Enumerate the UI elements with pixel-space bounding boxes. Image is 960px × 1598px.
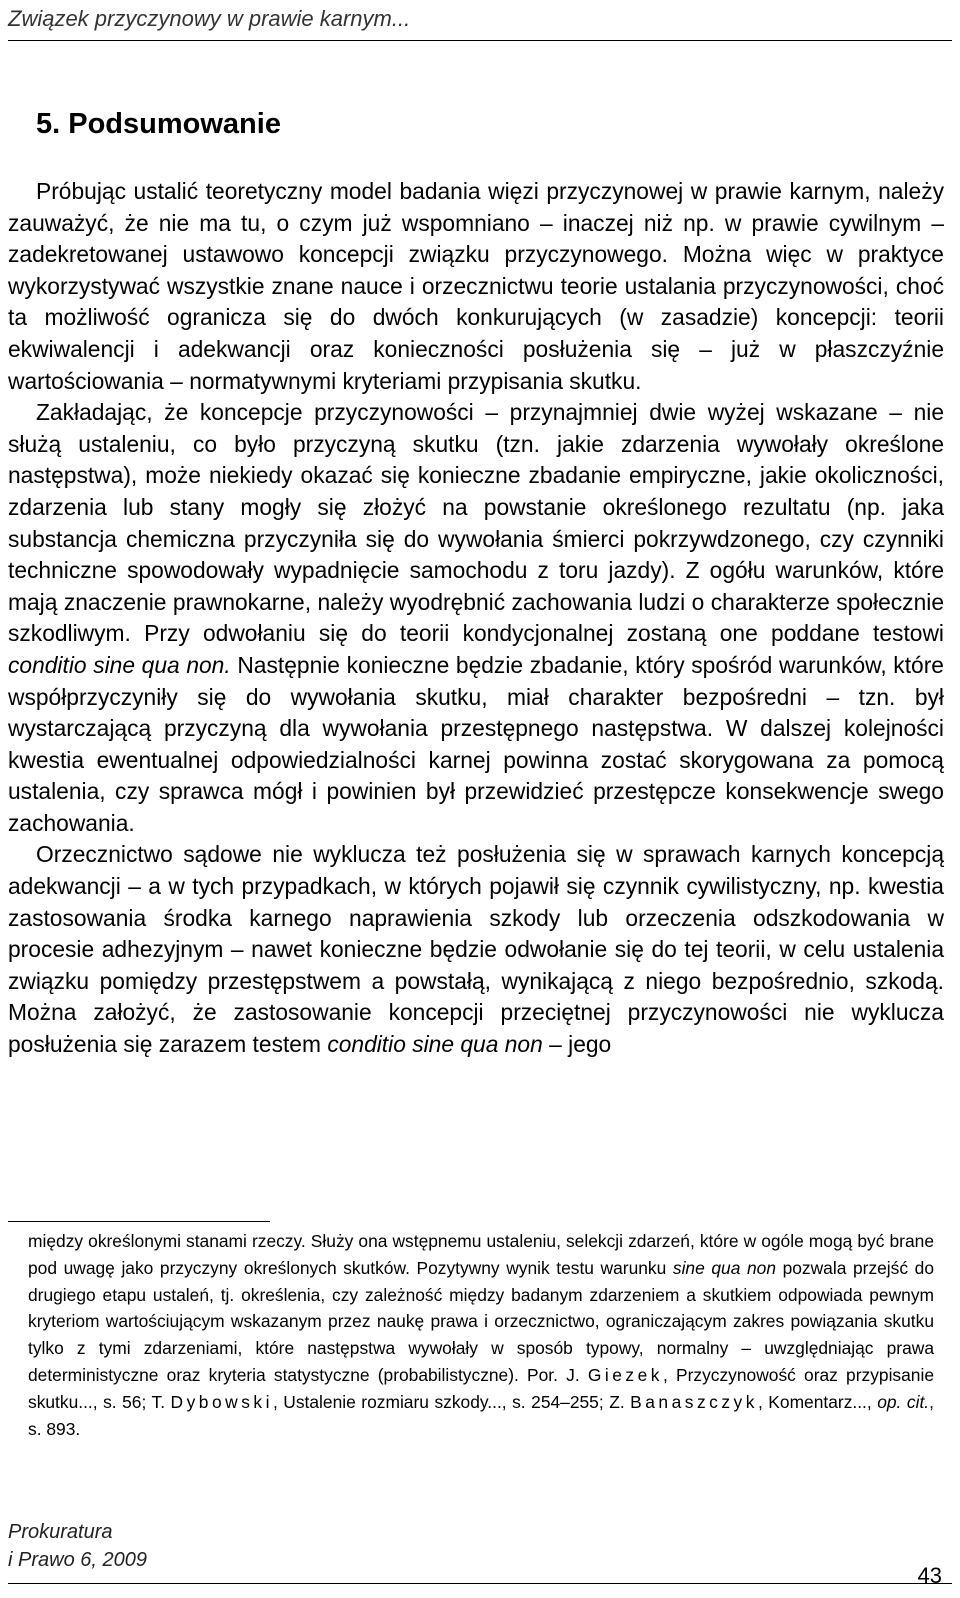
page-number: 43: [917, 1563, 942, 1588]
journal-issue: i Prawo 6, 2009: [8, 1549, 147, 1571]
footnote-text: pozwala przejść do drugiego etapu ustaleń, tj. określenia, czy zależność między badanym zdarzeniem a skutkiem odpowiada pewnym kryteriom wartościującym wskazanym przez naukę prawa i orzecznictwo, ograniczającym zakres powiązania skutku tylko z tymi zdarzeniami, które następstwa wywołały w sposób typowy, normalny – uwzględniając prawa deterministyczne oraz kryteria statystyczne (probabilistyczne). Por. J.: [28, 1257, 934, 1385]
paragraph-2-text-a: Zakładając, że koncepcje przyczynowości – przynajmniej dwie wyżej wskazane – nie służą ustaleniu, co było przyczyną skutku (tzn. jakie zdarzenia wywołały określone następstwa), może niekiedy okazać się konieczne zbadanie empiryczne, jakie okoliczności, zdarzenia lub stany mogły się złożyć na powstanie określonego rezultatu (np. jaka substancja chemiczna przyczyniła się do wywołania śmierci pokrzywdzonego, czy czynniki techniczne spowodowały wypadnięcie samochodu z toru jazdy). Z ogółu warunków, które mają znaczenie prawnokarne, należy wyodrębnić zachowania ludzi o charakterze społecznie szkodliwym. Przy odwołaniu się do teorii kondycjonalnej zostaną one poddane testowi: [8, 399, 944, 647]
paragraph-3-text-a: Orzecznictwo sądowe nie wyklucza też posłużenia się w sprawach karnych koncepcją adekwancji – a w tych przypadkach, w których pojawił się czynnik cywilistyczny, np. kwestia zastosowania środka karnego naprawienia szkody lub orzeczenia odszkodowania w procesie adhezyjnym – nawet konieczne będzie odwołanie się do tej teorii, w celu ustalenia związku pomiędzy przestępstwem a powstałą, wynikającą z niego bezpośrednio, szkodą. Można założyć, że zastosowanie koncepcji przeciętnej przyczynowości nie wyklucza posłużenia się zarazem testem: [8, 841, 944, 1058]
section-title: 5. Podsumowanie: [36, 108, 281, 140]
paragraph-3: [8, 839, 944, 1060]
author-name: Giezek: [587, 1364, 663, 1385]
footnote-separator: [8, 1221, 270, 1222]
footnote: [28, 1228, 934, 1442]
latin-phrase: conditio sine qua non.: [8, 651, 231, 678]
footnote-text: , Komentarz...,: [757, 1391, 878, 1412]
footer-rule: [8, 1583, 952, 1584]
paragraph-3-text-b: – jego: [542, 1031, 612, 1058]
footnote-text: , s. 893.: [28, 1391, 934, 1439]
paragraph-1: [8, 176, 944, 397]
journal-name: Prokuratura: [8, 1521, 113, 1543]
footnote-text: , Ustalenie rozmiaru szkody..., s. 254–255; Z.: [272, 1391, 631, 1412]
journal-footer: [8, 1518, 147, 1574]
latin-phrase: sine qua non: [672, 1257, 776, 1278]
paragraph-1-text: Próbując ustalić teoretyczny model badania więzi przyczynowej w prawie karnym, należy zauważyć, że nie ma tu, o czym już wspomniano – inaczej niż np. w prawie cywilnym – zadekretowanej ustawowo koncepcji związku przyczynowego. Można więc w praktyce wykorzystywać wszystkie znane nauce i orzecznictwu teorie ustalania przyczynowości, choć ta możliwość ogranicza się do dwóch konkurujących (w zasadzie) koncepcji: teorii ekwiwalencji i adekwancji oraz konieczności posłużenia się – już w płaszczyźnie wartościowania – normatywnymi kryteriami przypisania skutku.: [8, 178, 944, 394]
running-header-title: Związek przyczynowy w prawie karnym...: [8, 6, 411, 31]
citation-abbrev: op. cit.: [877, 1391, 930, 1412]
paragraph-2-text-b: Następnie konieczne będzie zbadanie, który spośród warunków, które współprzyczyniły się do wywołania skutku, miał charakter bezpośredni – tzn. był wystarczającą przyczyną dla wywołania przestępnego następstwa. W dalszej kolejności kwestia ewentualnej odpowiedzialności karnej powinna zostać skorygowana za pomocą ustalenia, czy sprawca mógł i powinien był przewidzieć przestępcze konsekwencje swego zachowania.: [8, 651, 944, 836]
footnote-text: , Przyczynowość oraz przypisanie skutku..., s. 56; T.: [28, 1364, 935, 1412]
author-name: Dybowski: [170, 1391, 273, 1412]
footnote-text: między określonymi stanami rzeczy. Służy ona wstępnemu ustaleniu, selekcji zdarzeń, które w ogóle mogą być brane pod uwagę jako przyczyny określonych skutków. Pozytywny wynik testu warunku: [28, 1231, 934, 1278]
author-name: Banaszczyk: [630, 1391, 758, 1412]
main-text: [8, 176, 944, 1061]
latin-phrase: conditio sine qua non: [327, 1031, 543, 1058]
paragraph-2: [8, 397, 944, 839]
running-header: [8, 6, 952, 41]
